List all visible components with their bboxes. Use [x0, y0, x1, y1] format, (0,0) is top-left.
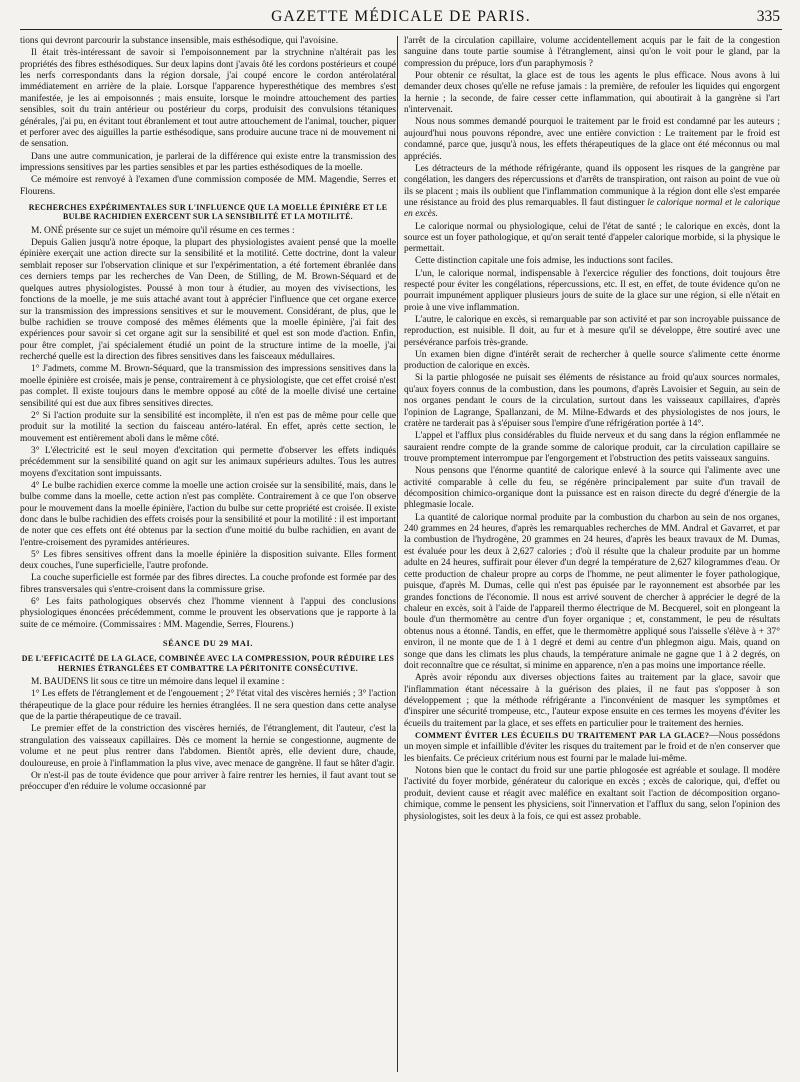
paragraph: 3° L'électricité est le seul moyen d'excitation qui permette d'observer les effets indiqués précédemment sur la sensibilité quand on agit sur les animaux supérieurs adultes. Tous les autres moyens d'excitation sont impuissants. — [20, 445, 396, 479]
paragraph — [404, 164, 780, 221]
paragraph: l'arrêt de la circulation capillaire, volume accidentellement acquis par le fait de la congestion sanguine dans toute partie soumise à l'étranglement, ainsi qu'on le voit pour le gland, par la compression du prépuce, lors d'un paraphymosis ? — [404, 36, 780, 69]
paragraph: Ce mémoire est renvoyé à l'examen d'une commission composée de MM. Magendie, Serres et Flourens. — [20, 175, 396, 197]
paragraph: Si la partie phlogosée ne puisait ses éléments de résistance au froid qu'aux sources normales, qu'aux foyers connus de la combustion, dans les poumons, d'après Lavoisier et Seguin, au sein de nos organes pendant le cours de la circulation, surtout dans les vaisseaux capillaires, d'après l'opinion de Lagrange, Spallanzani, de M. Milne-Edwards et des physiologistes de nos jours, le cratère ne tarderait pas à s'épuiser sous l'empire d'une réfrigération portée à 14°. — [404, 373, 780, 430]
paragraph: 5° Les fibres sensitives offrent dans la moelle épinière la disposition suivante. Elles forment deux couches, l'une superficielle, l'autre profonde. — [20, 549, 396, 572]
paragraph: Après avoir répondu aux diverses objections faites au traitement par la glace, savoir que l'inflammation étant nécessaire à la guérison des plaies, il ne faut pas s'opposer à son développement ; que la méthode réfrigérante a l'inconvénient de masquer les symptômes et d'inspirer une sécurité trompeuse, etc., l'auteur expose ensuite en ces termes les moyens d'éviter les écueils du traitement par la glace, et ses effets en particulier pour le traitement des hernies. — [404, 673, 780, 729]
paragraph: L'autre, le calorique en excès, si remarquable par son activité et par son incroyable puissance de reproduction, est nuisible. Il doit, au fur et à mesure qu'il se développe, être soutiré avec une persévérance parfois très-grande. — [404, 314, 780, 348]
paragraph — [404, 731, 780, 765]
paragraph: 1° J'admets, comme M. Brown-Séquard, que la transmission des impressions sensitives dans la moelle épinière est croisée, mais je pense, contrairement à ce physiologiste, que cet effet croisé n'est pas complet. Il existe toujours dans le membre opposé au côté de la moelle divisé une certaine sensibilité qui est due aux fibres sensitives directes. — [20, 364, 396, 409]
paragraph: Or n'est-il pas de toute évidence que pour arriver à faire rentrer les hernies, il faut avant tout se préoccuper d'en réduire le volume occasionné par — [20, 770, 396, 793]
paragraph-text: Les détracteurs de la méthode réfrigérante, quand ils opposent les risques de la gangrène par congélation, les dangers des répercussions et d'arrêts de transpiration, ont raison au point de vue où ils se placent ; mais ils oublient que l'inflammation communique à la région dont elle s'est emparée une résistance au froid des plus remarquables. Il faut distinguer — [404, 163, 780, 208]
paragraph: Le calorique normal ou physiologique, celui de l'état de santé ; le calorique en excès, dont la source est un foyer pathologique, et qu'on serait tenté d'appeler calorique morbide, si la physique le permettait. — [404, 221, 780, 255]
paragraph: Notons bien que le contact du froid sur une partie phlogosée est agréable et soulage. Il modère l'activité du foyer morbide, générateur du calorique en excès ; excès de calorique, qui, d'effet ou produit, devient cause et réagit avec maléfice en exaltant soit l'action de décomposition organo-chimique, comme le pensent les physiciens, soit l'innervation et l'afflux du sang, selon l'opinion des physiologistes, soit les deux à la fois, ce qui est assez probable. — [404, 765, 780, 822]
session-heading: SÉANCE DU 29 MAI. — [162, 639, 254, 649]
paragraph: Pour obtenir ce résultat, la glace est de tous les agents le plus efficace. Nous avons à lui demander deux choses qu'elle ne refuse jamais : la première, de refouler les liquides qui engorgent la hernie ; la seconde, de faire cesser cette inflammation, qui aboutirait à la gangrène si l'art n'intervenait. — [404, 70, 780, 116]
paragraph: M. ONÉ présente sur ce sujet un mémoire qu'il résume en ces termes : — [31, 225, 295, 236]
paragraph: Nous nous sommes demandé pourquoi le traitement par le froid est condamné par les auteurs ; aujourd'hui nous pouvons répondre, avec une entière conviction : Le traitement par le froid est condamné, parce que, jusqu'à nous, les effets thérapeutiques de la glace ont été méconnus ou mal appréciés. — [404, 117, 780, 162]
paragraph: 1° Les effets de l'étranglement et de l'engouement ; 2° l'état vital des viscères herniés ; 3° l'action thérapeutique de la glace pour réduire les hernies étranglées. Il ne sera question dans cette analyse que de la partie thérapeutique de ce travail. — [20, 689, 396, 723]
paragraph: L'appel et l'afflux plus considérables du fluide nerveux et du sang dans la région enflammée ne sauraient rendre compte de la grande somme de calorique produit, car la circulation capillaire se trouve promptement interrompue par l'engorgement et l'obstruction des petits vaisseaux sanguins. — [404, 431, 780, 465]
column-divider — [397, 36, 398, 1072]
section-heading: DE L'EFFICACITÉ DE LA GLACE, COMBINÉE AVEC LA COMPRESSION, POUR RÉDUIRE LES HERNIES ÉTRANGLÉES ET COMBATTRE LA PÉRITONITE CONSÉCUTIVE. — [21, 654, 395, 673]
paragraph-text: —Nous possédons un moyen simple et infaillible d'éviter les risques du traitement par le froid et de n'en conserver que les bienfaits. Ce précieux critérium nous est fourni par le malade lui-même. — [404, 730, 780, 764]
paragraph: La quantité de calorique normal produite par la combustion du charbon au sein de nos organes, 240 grammes en 24 heures, d'après les remarquables recherches de MM. Andral et Gavarret, et par la combustion de l'hydrogène, 20 grammes en 24 heures, d'après les beaux travaux de M. Dumas, est évaluée pour les deux à 2,627 calories ; d'où il résulte que la chaleur produite par un homme adulte en 24 heures, suffirait pour élever d'un degré la température de 2,627 kilogrammes d'eau. Or cette production de chaleur propre au corps de l'homme, ne peut alimenter le foyer pathologique, puisque, d'après M. Dumas, celle qui n'est pas épuisée par le rayonnement est absorbée par les grandes fonctions de l'économie. Il nous est arrivé souvent de chercher à apprécier le degré de la chaleur en excès, soit à l'aide de l'appareil thermo électrique de M. Becquerel, soit en plongeant la boule d'un thermomètre au centre d'un foyer organique ; et, constamment, le peu de résultats obtenus nous a étonné. Tandis, en effet, que le thermomètre appliqué sous l'aisselle s'élève à + 37° environ, il ne monte que de 1 à 1 degré et demi au centre d'un phlegmon aigu. Mais, quand on songe que dans les climats les plus chauds, la température animale ne gagne que 1 à 2 degrés, on doit reconnaître que ce résultat, si minime en apparence, n'en a pas moins une importance réelle. — [404, 512, 780, 672]
subsection-lead: COMMENT ÉVITER LES ÉCUEILS DU TRAITEMENT PAR LA GLACE? — [415, 730, 710, 740]
right-column — [404, 36, 780, 1076]
emphasis-text: le calorique normal et le calorique en excès. — [404, 197, 780, 220]
left-column — [20, 36, 396, 1076]
paragraph: tions qui devront parcourir la substance insensible, mais esthésodique, qui l'avoisine. — [20, 36, 339, 46]
paragraph: 2° Si l'action produite sur la sensibilité est incomplète, il n'en est pas de même pour celle que produit sur la motilité la section du faisceau antéro-latéral. En effet, après cette section, le mouvement est entièrement aboli dans le même côté. — [20, 410, 396, 444]
paragraph: M. BAUDENS lit sous ce titre un mémoire dans lequel il examine : — [31, 677, 285, 688]
paragraph: 4° Le bulbe rachidien exerce comme la moelle une action croisée sur la sensibilité, mais, dans le bulbe comme dans la moelle, cette action n'est pas complète. Contrairement à ce que l'on observe pour le mouvement dans la moelle épinière, l'action du bulbe sur cette propriété est croisée. Il existe donc dans le bulbe rachidien des effets croisés pour la sensibilité et pour la motilité : il est important de noter que ces effets ont été obtenus par la section d'une moitié du bulbe rachidien, en avant de l'entre-croisement des pyramides antérieures. — [20, 480, 396, 548]
paragraph: Il était très-intéressant de savoir si l'empoisonnement par la strychnine n'altérait pas les propriétés des fibres esthésodiques. Sur deux lapins dont j'avais ôté les cordons postérieurs et coupé les nerfs correspondants dans la région dorsale, j'ai coupé encore le cordon antérolatéral immédiatement en arrière de la plaie. Lorsque l'apparence hyperesthétique des membres s'est manifestée, je les ai empoisonnés ; mais ensuite, lorsque le moindre attouchement des parties sensibles, soit du train antérieur ou postérieur du corps, produisit des convulsions tétaniques générales, j'ai pu, en évitant tout ébranlement et tout autre attouchement de l'animal, toucher, piquer et perforer avec des aiguilles la partie esthésodique, sans produire aucune trace ni de mouvement ni de sensation. — [20, 48, 396, 150]
paragraph: Un examen bien digne d'intérêt serait de rechercher à quelle source s'alimente cette énorme production de calorique en excès. — [404, 349, 780, 372]
paragraph: 6° Les faits pathologiques observés chez l'homme viennent à l'appui des conclusions physiologiques énoncées précédemment, comme le prouvent les observations que je rapporte à la suite de ce mémoire. (Commissaires : MM. Magendie, Serres, Flourens.) — [20, 596, 396, 630]
paragraph: L'un, le calorique normal, indispensable à l'exercice régulier des fonctions, doit toujours être respecté pour éviter les congélations, répercussions, etc. Il est, en effet, de toute évidence qu'on ne pourrait impunément appliquer plusieurs jours de suite de la glace sur une région, si elle n'était en proie à une vive inflammation. — [404, 268, 780, 313]
paragraph: Cette distinction capitale une fois admise, les inductions sont faciles. — [415, 256, 674, 267]
page-number: 335 — [756, 8, 780, 25]
paragraph: Nous pensons que l'énorme quantité de calorique enlevé à la source qui l'alimente avec une activité comparable à celle du feu, se régénère principalement par suite d'un travail de décomposition chimico-organique dont la puissance est en raison directe du degré d'énergie de la phlegmasie locale. — [404, 466, 780, 511]
running-header — [20, 7, 782, 30]
paragraph: Dans une autre communication, je parlerai de la différence qui existe entre la transmission des impressions sensitives par les parties sensibles et par les parties esthésodiques de la moelle. — [20, 151, 396, 174]
journal-title: GAZETTE MÉDICALE DE PARIS. — [271, 8, 531, 25]
paragraph: Depuis Galien jusqu'à notre époque, la plupart des physiologistes avaient pensé que la moelle épinière exerçait une action directe sur la sensibilité et la motilité. Cette doctrine, dont la valeur semblait reposer sur l'observation clinique et sur l'expérimentation, a été fortement ébranlée dans ces derniers temps par les recherches de Van Deen, de Stilling, de M. Brown-Séquard et de quelques autres physiologistes. Poussé à mon tour à étudier, au moyen des vivisections, les fonctions de la moelle, je me suis attaché avant tout à apprécier l'influence que cet organe exerce sur la transmission des impressions sensitives et sur le mouvement. Considérant, de plus, que le bulbe rachidien se trouve composé des mêmes éléments que la moelle épinière, j'ai fait des expériences pour savoir si cet organe agit sur la sensibilité et quel est son mode d'action. Enfin, pour être complet, j'ai spécialement étudié un point de la structure intime de la moelle, j'ai recherché quelle est la direction des fibres sensitives dans les faisceaux médullaires. — [20, 238, 396, 363]
paragraph: La couche superficielle est formée par des fibres directes. La couche profonde est formée par des fibres transversales qui s'entre-croisent dans la commissure grise. — [20, 573, 396, 595]
section-heading: RECHERCHES EXPÉRIMENTALES SUR L'INFLUENCE QUE LA MOELLE ÉPINIÈRE ET LE BULBE RACHIDIEN EXERCENT SUR LA SENSIBILITÉ ET LA MOTILITÉ. — [28, 202, 388, 222]
paragraph: Le premier effet de la constriction des viscères herniés, de l'étranglement, dit l'auteur, c'est la strangulation des vaisseaux capillaires. Dès ce moment la hernie se congestionne, augmente de volume et ne peut plus rentrer dans l'abdomen. Bientôt après, elle devient dure, chaude, douloureuse, en proie à l'inflammation la plus vive, avec menace de gangrène. Il faut se hâter d'agir. — [20, 724, 396, 769]
